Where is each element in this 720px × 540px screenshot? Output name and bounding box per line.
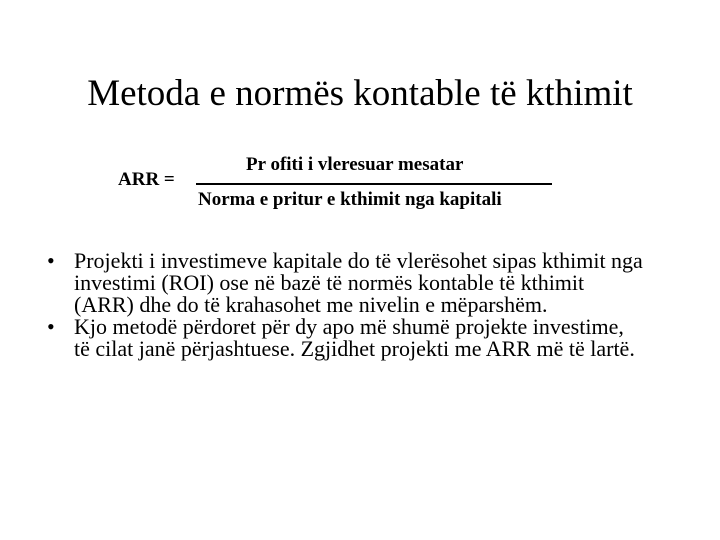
bullet-list	[44, 250, 644, 360]
bullet-item	[44, 316, 644, 360]
fraction-bar	[196, 183, 552, 185]
formula-lhs: ARR =	[118, 169, 175, 190]
slide-title: Metoda e normës kontable të kthimit	[87, 73, 633, 114]
formula-numerator: Pr ofiti i vleresuar mesatar	[246, 154, 464, 175]
bullet-item	[44, 250, 644, 316]
bullet-marker: •	[47, 314, 55, 339]
arr-formula	[118, 150, 568, 214]
bullet-text: Kjo metodë përdoret për dy apo më shumë projekte investime, të cilat janë përjashtuese. Zgjidhet projekti me ARR më të lartë.	[74, 314, 635, 361]
formula-denominator: Norma e pritur e kthimit nga kapitali	[198, 189, 502, 210]
bullet-marker: •	[47, 248, 55, 273]
bullet-text: Projekti i investimeve kapitale do të vlerësohet sipas kthimit nga investimi (ROI) ose në bazë të normës kontable të kthimit (ARR) dhe do të krahasohet me nivelin e mëparshëm.	[74, 248, 643, 317]
